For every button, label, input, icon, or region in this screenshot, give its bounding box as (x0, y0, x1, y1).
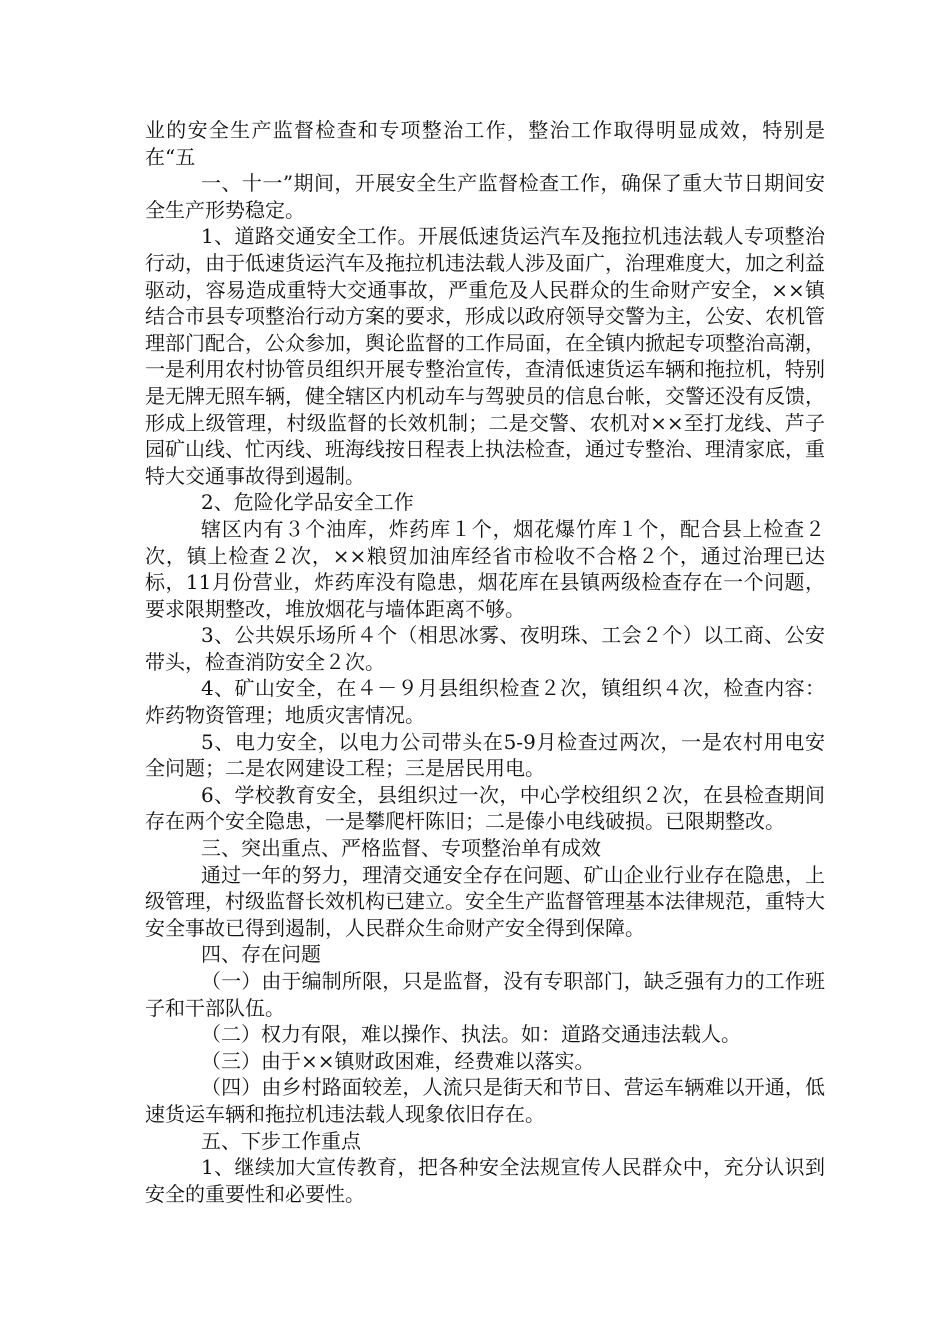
paragraph-mine-safety: 4、矿山安全，在４－９月县组织检查２次，镇组织４次，检查内容：炸药物资管理；地质灾害情况。 (145, 676, 825, 728)
heading-section-four: 四、存在问题 (201, 942, 321, 967)
paragraph-next-step-one: 1、继续加大宣传教育，把各种安全法规宣传人民群众中，充分认识到安全的重要性和必要性。 (145, 1155, 825, 1206)
heading-section-five: 五、下步工作重点 (201, 1128, 361, 1153)
paragraph-road-traffic-safety: 1、道路交通安全工作。开展低速货运汽车及拖拉机违法载人专项整治行动，由于低速货运汽车及拖拉机违法载人涉及面广，治理难度大，加之利益驱动，容易造成重特大交通事故，严重危及人民群众的生命财产安全，××镇结合市县专项整治行动方案的要求，形成以政府领导交警为主，公安、农机管理部门配合，公众参加，舆论监督的工作局面，在全镇内掀起专项整治高潮，一是利用农村协管员组织开展专整治宣传，查清低速货运车辆和拖拉机，特别是无牌无照车辆，健全辖区内机动车与驾驶员的信息台帐，交警还没有反馈，形成上级管理，村级监督的长效机制；二是交警、农机对××至打龙线、芦子园矿山线、忙丙线、班海线按日程表上执法检查，通过专整治、理清家底，重特大交通事故得到遏制。 (145, 224, 825, 488)
paragraph-problem-one: （一）由于编制所限，只是监督，没有专职部门，缺乏强有力的工作班子和干部队伍。 (145, 969, 825, 1020)
paragraph-public-entertainment: 3、公共娱乐场所４个（相思冰雾、夜明珠、工会２个）以工商、公安带头，检查消防安全２次。 (145, 623, 825, 674)
heading-section-three: 三、突出重点、严格监督、专项整治单有成效 (201, 836, 601, 861)
heading-hazardous-chemicals: 2、危险化学品安全工作 (201, 490, 414, 515)
paragraph-results: 通过一年的努力，理清交通安全存在问题、矿山企业行业存在隐患，上级管理，村级监督长效机构已建立。安全生产监督管理基本法律规范，重特大安全事故已得到遏制，人民群众生命财产安全得到保障。 (145, 862, 825, 940)
paragraph-hazardous-chemicals: 辖区内有３个油库，炸药库１个，烟花爆竹库１个，配合县上检查２次，镇上检查２次，××粮贸加油库经省市检收不合格２个，通过治理已达标，11月份营业，炸药库没有隐患，烟花库在县镇两级检查存在一个问题，要求限期整改，堆放烟花与墙体距离不够。 (145, 516, 825, 621)
paragraph-power-safety: 5、电力安全，以电力公司带头在5-9月检查过两次，一是农村用电安全问题；二是农网建设工程；三是居民用电。 (145, 729, 825, 781)
document-body (145, 117, 825, 1207)
paragraph-holiday-inspection: 一、十一”期间，开展安全生产监督检查工作，确保了重大节日期间安全生产形势稳定。 (145, 171, 825, 222)
paragraph-school-safety: 6、学校教育安全，县组织过一次，中心学校组织２次，在县检查期间存在两个安全隐患，一是攀爬杆陈旧；二是傣小电线破损。已限期整改。 (145, 782, 825, 834)
paragraph-problem-two: （二）权力有限，难以操作、执法。如：道路交通违法载人。 (201, 1022, 741, 1047)
paragraph-problem-three: （三）由于××镇财政困难，经费难以落实。 (201, 1048, 595, 1073)
paragraph-problem-four: （四）由乡村路面较差，人流只是街天和节日、营运车辆难以开通，低速货运车辆和拖拉机违法载人现象依旧存在。 (145, 1075, 825, 1126)
paragraph-continuation: 业的安全生产监督检查和专项整治工作，整治工作取得明显成效，特别是在“五 (145, 118, 825, 169)
